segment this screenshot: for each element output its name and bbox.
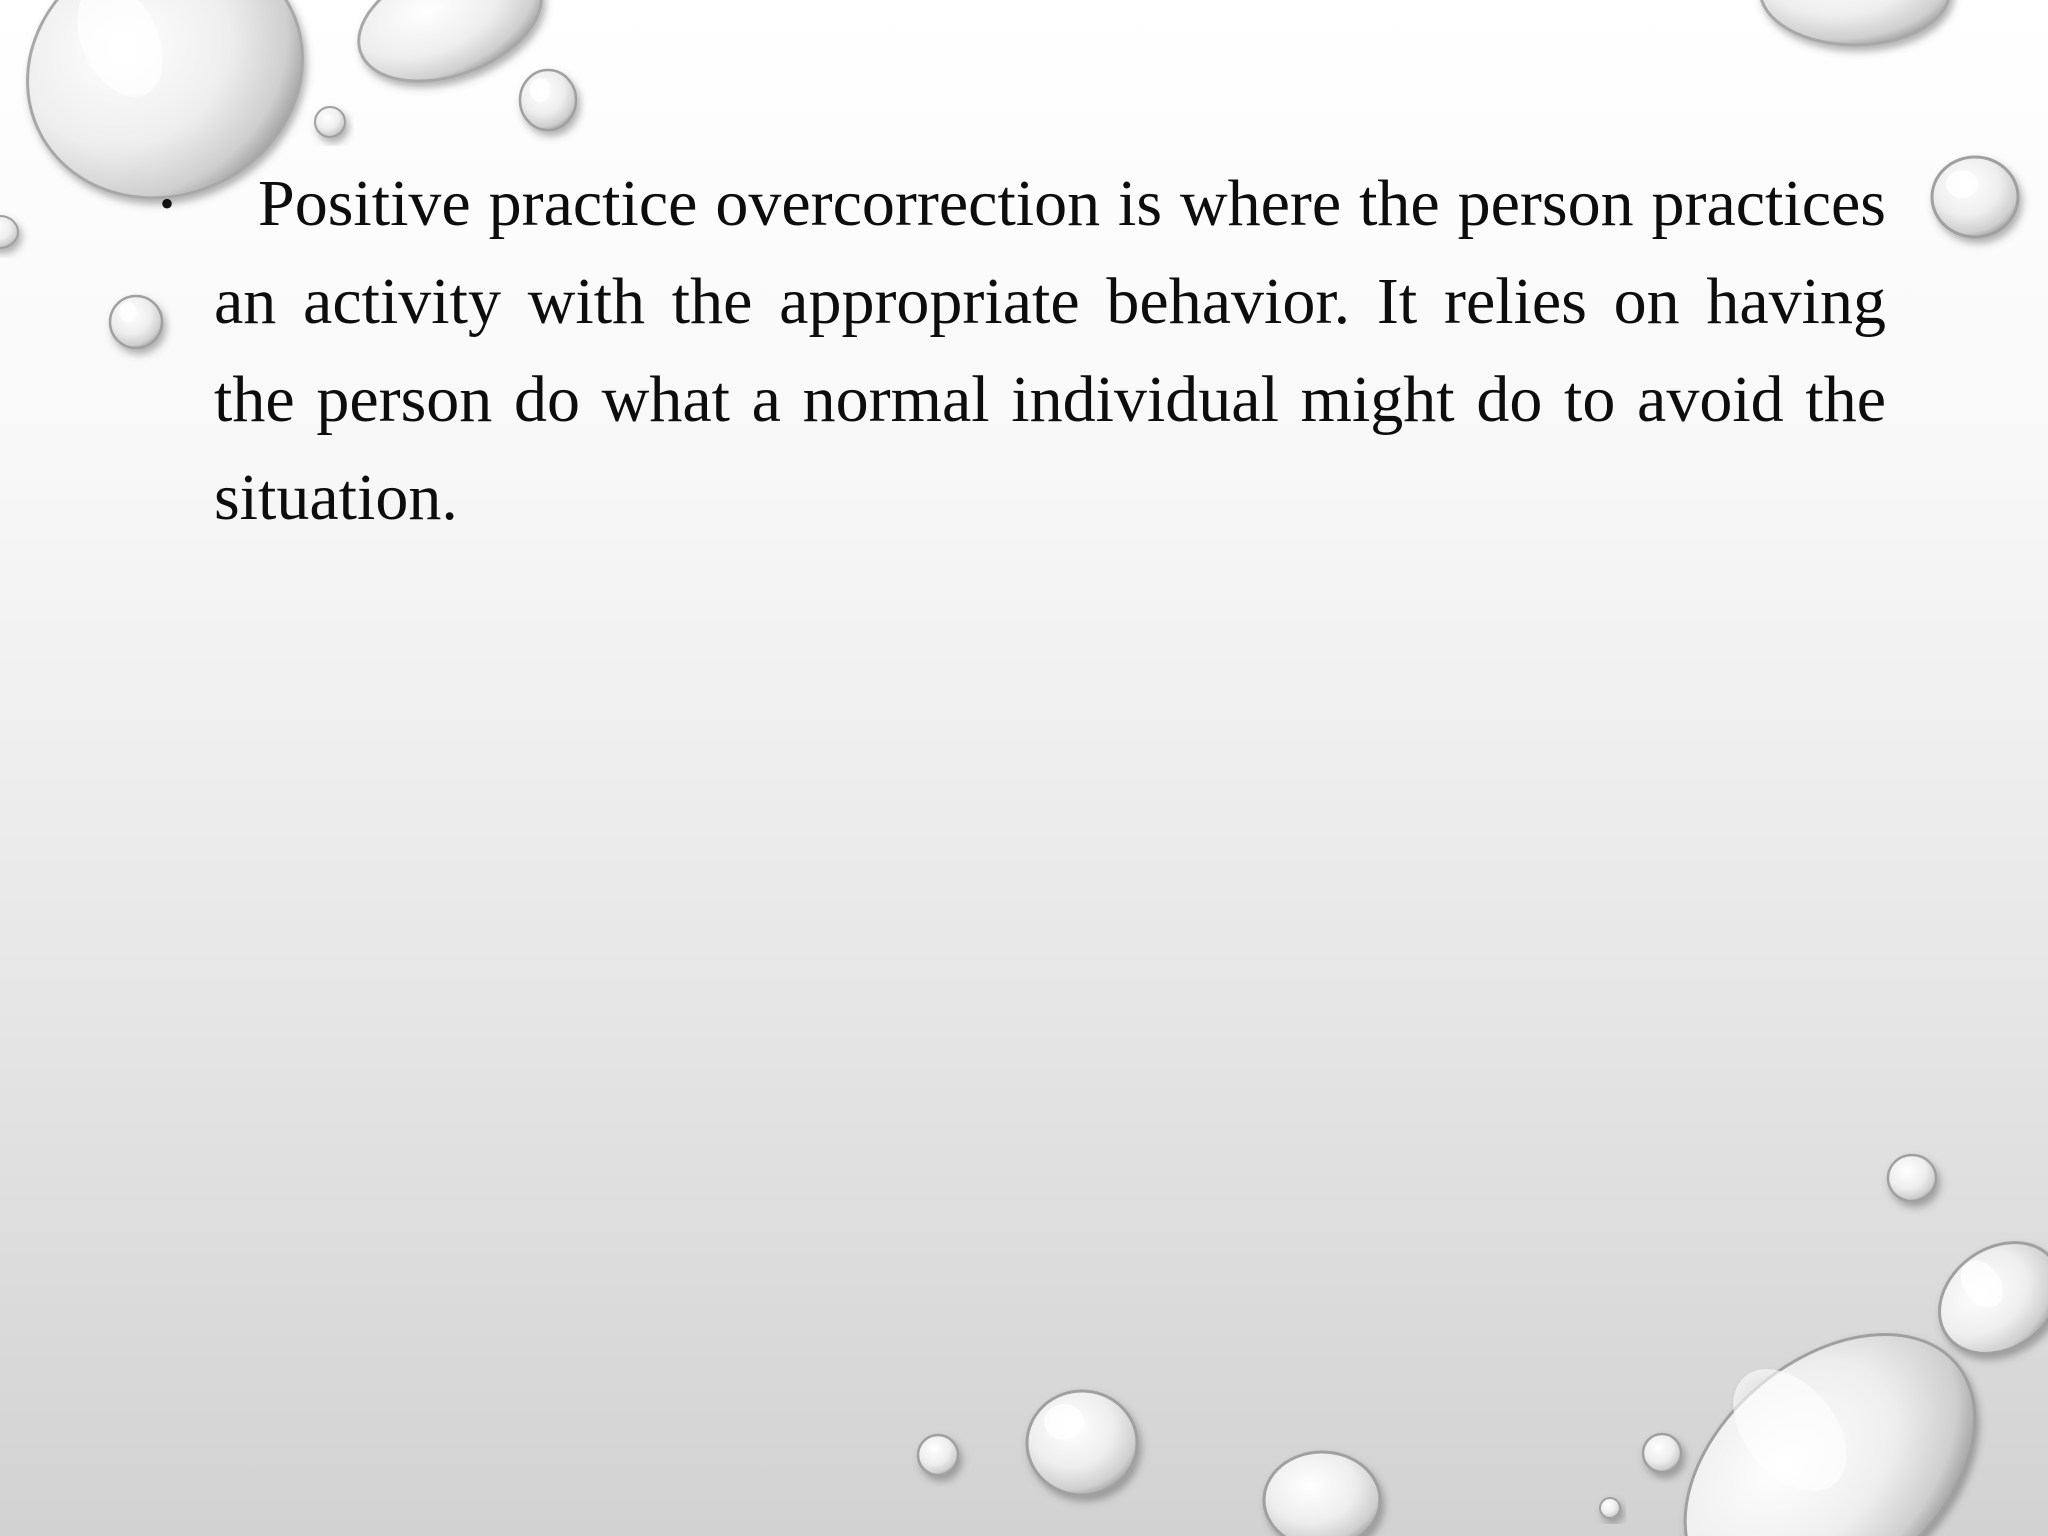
water-droplet-icon <box>0 216 18 248</box>
water-droplet-icon <box>1600 1498 1620 1518</box>
water-droplet-icon <box>520 70 576 130</box>
water-droplet-icon <box>315 107 345 137</box>
bullet-marker: • <box>160 181 175 226</box>
water-droplet-icon <box>110 296 162 348</box>
water-droplet-icon <box>1264 1452 1380 1536</box>
bullet-item <box>160 155 1886 547</box>
water-droplet-icon <box>1643 1434 1681 1472</box>
bullet-text: Positive practice overcorrection is where the person practices an activity with the appropriate behavior. It relies on having the person do what a normal individual might do to avoid the situation. <box>214 167 1886 534</box>
water-droplet-icon <box>1932 157 2018 237</box>
water-droplet-icon <box>1027 1391 1137 1495</box>
slide-content <box>160 155 1886 547</box>
water-droplet-icon <box>918 1435 958 1475</box>
water-droplet-icon <box>1760 0 1950 45</box>
water-droplet-icon <box>1888 1155 1936 1201</box>
